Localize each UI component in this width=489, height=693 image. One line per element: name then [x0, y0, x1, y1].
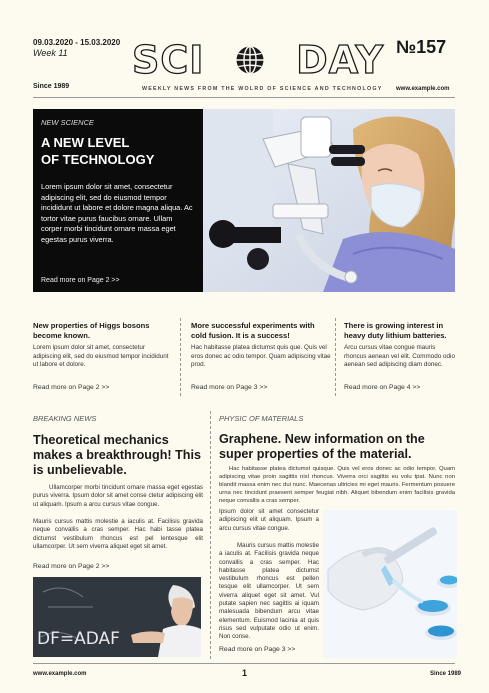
hero-title	[41, 134, 195, 168]
since-label: Since 1989	[33, 83, 70, 90]
page-number: 1	[242, 668, 248, 678]
column-read-more[interactable]: Read more on Page 4 >>	[344, 384, 421, 391]
breaking-text-2: Mauris cursus mattis molestie a iaculis at. Facilisis gravida neque convallis a cras semper. Hac habi tasse platea dictumst vestibulum rhoncus est pel lentesque elit ullamcorper. Ut sem viverra aliquet eget sit amet.	[33, 518, 203, 550]
blackboard-formula: DF=ADAF	[37, 629, 120, 649]
news-column-lithium	[344, 321, 456, 370]
news-column-higgs	[33, 321, 173, 370]
website-link[interactable]: www.example.com	[396, 86, 450, 92]
week-number: Week 11	[33, 48, 68, 58]
column-divider	[180, 318, 181, 396]
breaking-text-1: Ullamcorper morbi tincidunt ornare massa eget egestas purus viverra. Ipsum dolor sit amet conse ctetur adipiscing elit ut aliquam. Ipsum a arcu cursus vitae congue.	[33, 484, 203, 508]
hero-panel	[33, 109, 203, 292]
masthead-tagline: WEEKLY NEWS FROM THE WOLRD OF SCIENCE AND TECHNOLOGY	[142, 86, 383, 92]
hero-kicker: NEW SCIENCE	[41, 118, 94, 127]
column-headline: More successful experiments with cold fusion. It is a success!	[191, 321, 315, 340]
issue-number: №157	[396, 37, 447, 57]
physics-headline: Graphene. New information on the super properties of the material.	[219, 432, 425, 461]
physics-read-more[interactable]: Read more on Page 3 >>	[219, 646, 296, 653]
physics-kicker: PHYSIC OF MATERIALS	[219, 414, 304, 423]
footer-divider	[33, 663, 455, 664]
footer-since: Since 1989	[430, 671, 462, 677]
breaking-read-more[interactable]: Read more on Page 2 >>	[33, 563, 110, 570]
hero-title-line2: OF TECHNOLOGY	[41, 152, 155, 167]
footer-website[interactable]: www.example.com	[33, 671, 87, 677]
column-read-more[interactable]: Read more on Page 2 >>	[33, 384, 110, 391]
photo-blackboard-scientist	[33, 577, 201, 657]
news-column-fusion	[191, 321, 331, 370]
globe-icon	[235, 45, 265, 75]
column-headline: New properties of Higgs bosons become known.	[33, 321, 150, 340]
column-text: Hac habitasse platea dictumst quis que. Quis vel eros donec ac odio tempor. Quam adipiscing vitae prod.	[191, 344, 331, 369]
column-text: Lorem ipsum dolor sit amet, consectetur adipiscing elit, sed do eiusmod tempor incididunt ut labore et dolore.	[33, 344, 169, 369]
physics-col-text-2: Mauris cursus mattis molestie a iaculis at. Facilisis gravida neque convallis a cras semper. Hac habitasse platea dictumst vestibulum rhoncus est pellen tesque elit ullamcorper. Ut sem viverra aliquet eget sit amet. Vul putate sapien nec sagittis ai iquam malesuada bibendum arcu vitae elementum. Euismod lacinia at quis risus sed vulputate odio ut enim. Non conse.	[219, 542, 319, 641]
hero-text: Lorem ipsum dolor sit amet, consectetur adipiscing elit, sed do eiusmod tempor incididunt ut labore et dolore magna aliqua. Ac tortor vitae purus faucibus ornare. Ullam corper morbi tincidunt ornare massa eget egestas purus viverra.	[41, 182, 193, 244]
masthead-divider	[33, 97, 455, 98]
breaking-headline: Theoretical mechanics makes a breakthrough! This is unbelievable.	[33, 433, 201, 477]
column-divider	[335, 318, 336, 396]
photo-lab-pipette-petri	[323, 510, 457, 658]
column-text: Arcu cursus vitae congue mauris rhoncus aenean vel elit. Commodo odio aenean sed adipiscing diam donec.	[344, 344, 455, 369]
column-read-more[interactable]: Read more on Page 3 >>	[191, 384, 268, 391]
column-headline: There is growing interest in heavy duty lithium batteries.	[344, 321, 447, 340]
logo-text-left: SCI	[132, 38, 205, 82]
physics-intro: Hac habitasse platea dictumst quisque. Quis vel eros donec ac odio tempor. Quam adipiscing vitae proin sagittis nisl rhoncus. Viverra orci sagittis eu volu tpat. Nunc non blandit massa enim nec dui nunc. Maecenas ultricies mi eget mauris. Fermentum posuere urna nec tincidunt praesent semper feugiat nibh. Aliquet bibendum enim facilisis gravida neque convallis a cras semper.	[219, 466, 455, 504]
masthead-logo	[132, 40, 384, 80]
date-range: 09.03.2020 - 15.03.2020	[33, 38, 121, 47]
physics-col-text-1: Ipsum dolor sit amet consectetur adipiscing elit ut aliquam. Ipsum a arcu cursus vitae congue.	[219, 508, 319, 532]
hero-read-more[interactable]: Read more on Page 2 >>	[41, 277, 120, 284]
hero-photo-scientist-microscope	[203, 109, 455, 292]
section-divider	[210, 411, 211, 659]
hero-title-line1: A NEW LEVEL	[41, 135, 130, 150]
breaking-kicker: BREAKING NEWS	[33, 414, 97, 423]
logo-text-right: DAY	[296, 38, 384, 82]
